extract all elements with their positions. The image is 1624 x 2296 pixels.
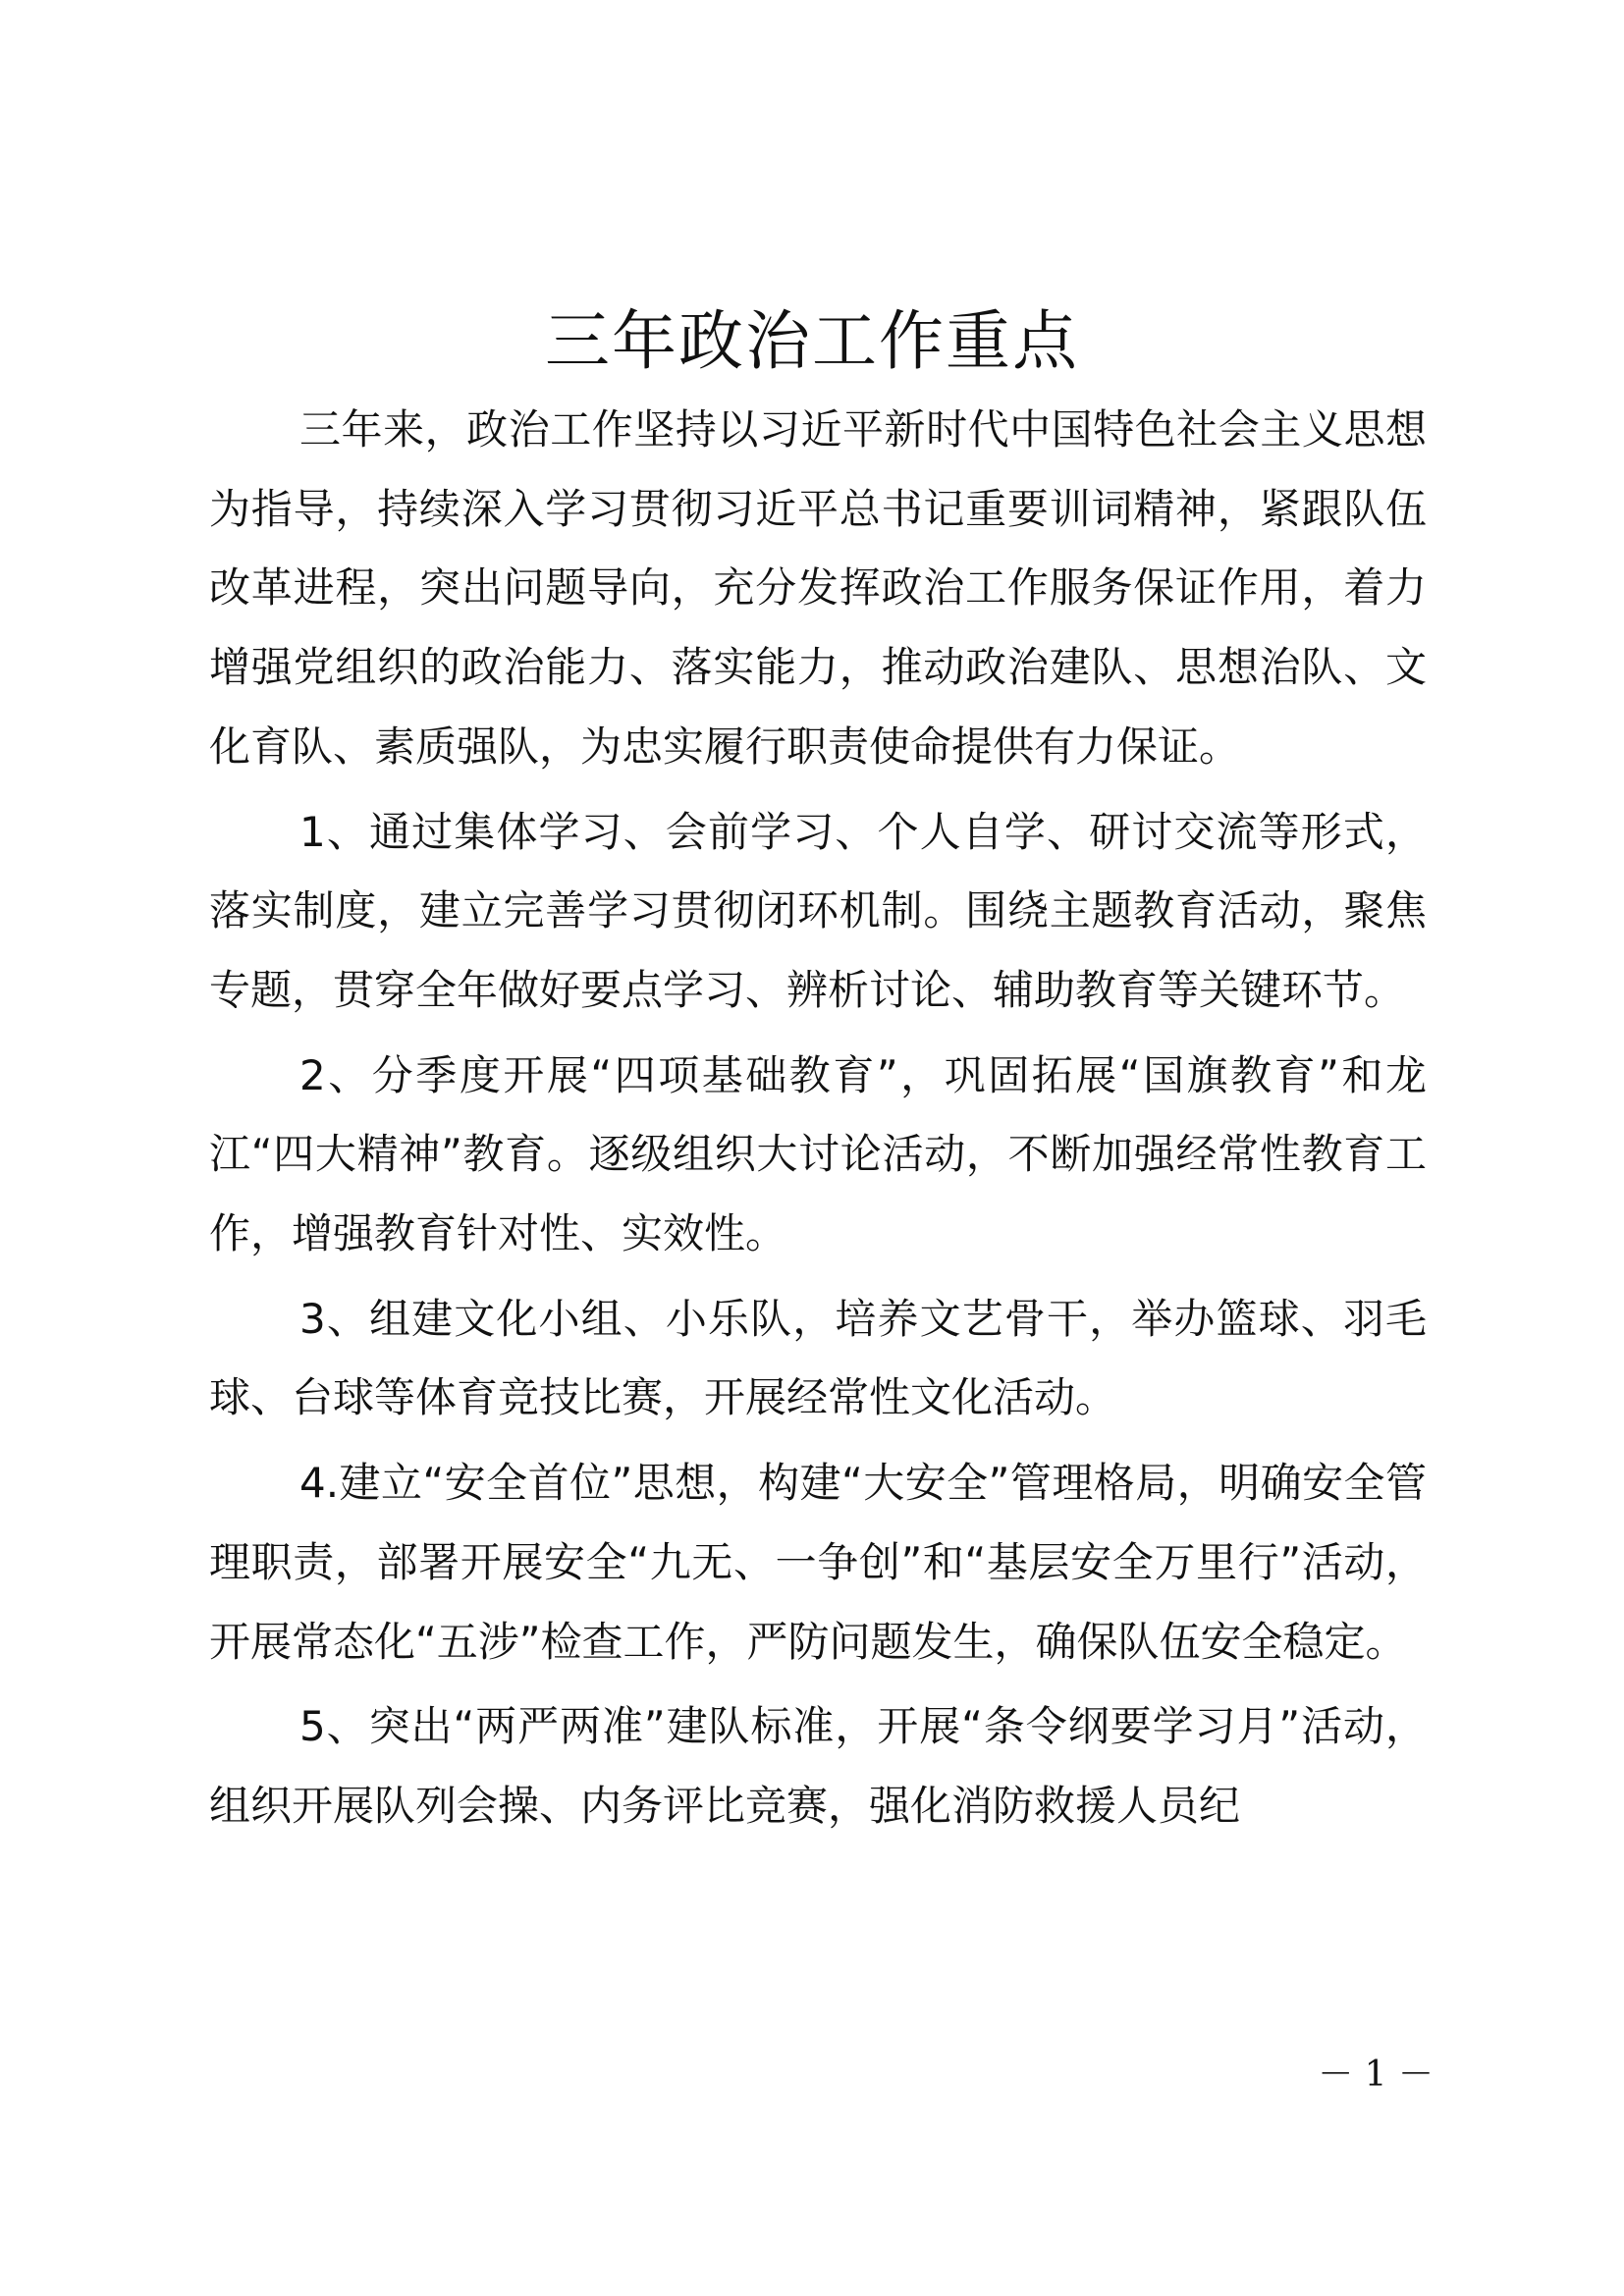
document-body <box>209 391 1427 1846</box>
paragraph-item-3: 3、组建文化小组、小乐队，培养文艺骨干，举办篮球、羽毛球、台球等体育竞技比赛，开展经常性文化活动。 <box>209 1294 1427 1422</box>
document-title: 三年政治工作重点 <box>545 303 1079 379</box>
page-number: － 1 － <box>1318 2055 1434 2095</box>
paragraph-item-5: 5、突出“两严两准”建队标准，开展“条令纲要学习月”活动，组织开展队列会操、内务评比竞赛，强化消防救援人员纪 <box>209 1702 1427 1830</box>
paragraph-intro: 三年来，政治工作坚持以习近平新时代中国特色社会主义思想为指导，持续深入学习贯彻习近平总书记重要训词精神，紧跟队伍改革进程，突出问题导向，充分发挥政治工作服务保证作用，着力增强党组织的政治能力、落实能力，推动政治建队、思想治队、文化育队、素质强队，为忠实履行职责使命提供有力保证。 <box>209 405 1427 771</box>
paragraph-item-1: 1、通过集体学习、会前学习、个人自学、研讨交流等形式，落实制度，建立完善学习贯彻闭环机制。围绕主题教育活动，聚焦专题，贯穿全年做好要点学习、辨析讨论、辅助教育等关键环节。 <box>209 807 1427 1014</box>
paragraph-item-2: 2、分季度开展“四项基础教育”，巩固拓展“国旗教育”和龙江“四大精神”教育。逐级组织大讨论活动，不断加强经常性教育工作，增强教育针对性、实效性。 <box>209 1050 1427 1258</box>
paragraph-item-4: 4.建立“安全首位”思想，构建“大安全”管理格局，明确安全管理职责，部署开展安全“九无、一争创”和“基层安全万里行”活动，开展常态化“五涉”检查工作，严防问题发生，确保队伍安全稳定。 <box>209 1459 1427 1666</box>
